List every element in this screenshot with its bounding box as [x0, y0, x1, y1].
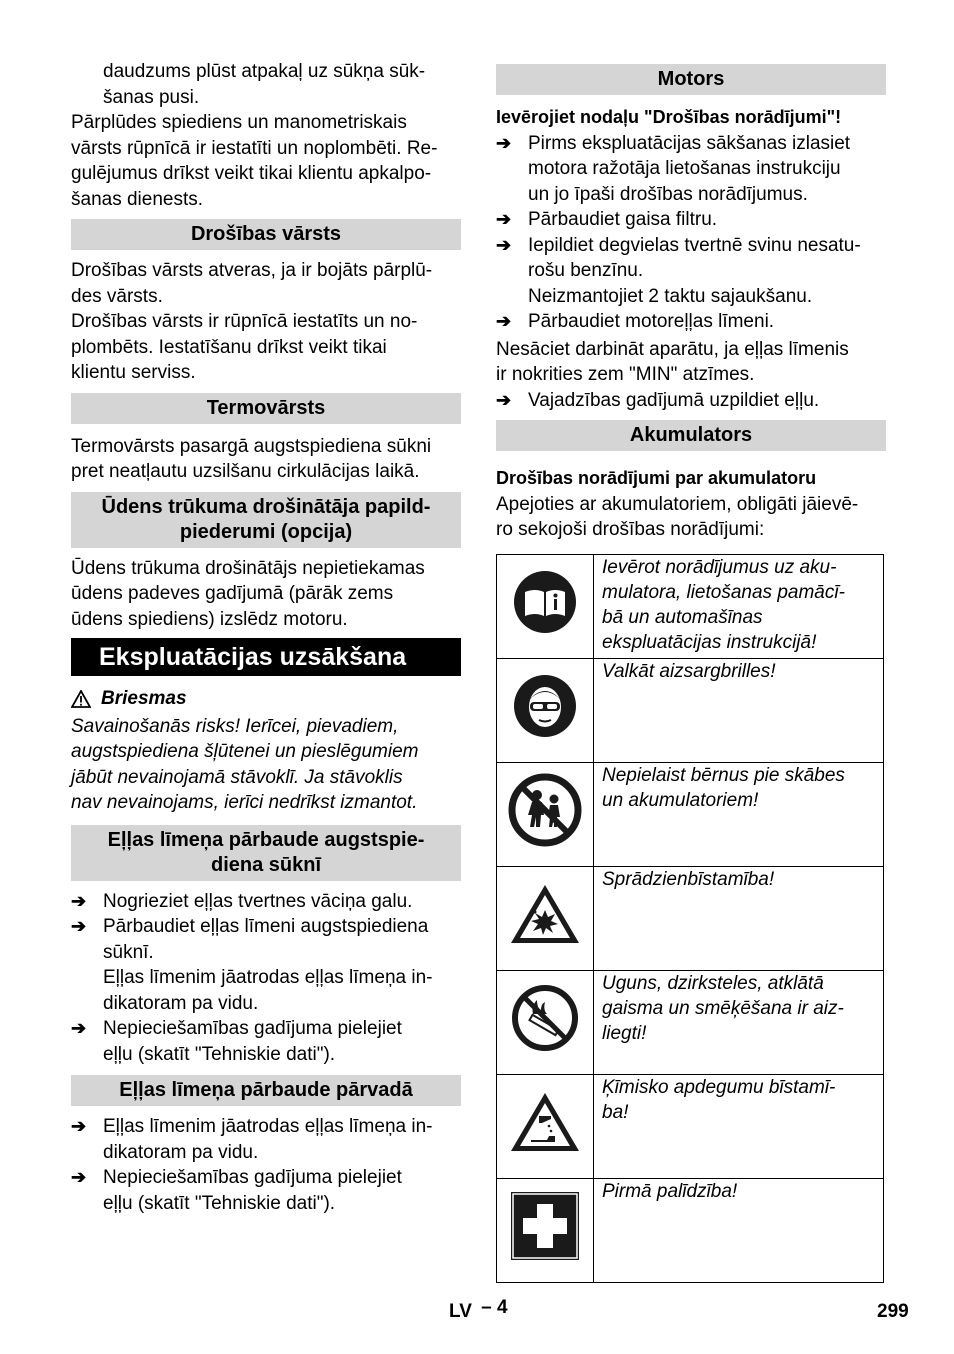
- text-line: Nesāciet darbināt aparātu, ja eļļas līmenis: [496, 338, 849, 360]
- list-item: [496, 233, 886, 284]
- text-line: nav nevainojams, ierīci nedrīkst izmantot.: [71, 792, 418, 813]
- symbol-cell: [497, 762, 594, 866]
- text-line: Pārbaudiet eļļas līmeni augstspiediena: [103, 916, 429, 937]
- text-line: ūdens spiediens) izslēdz motoru.: [71, 608, 348, 630]
- text-line: augstspiediena šļūtenei un pieslēgumiem: [71, 741, 419, 762]
- page-number: 299: [877, 1301, 909, 1322]
- table-row: [497, 866, 884, 970]
- text-line: Vajadzības gadījumā uzpildiet eļļu.: [528, 389, 820, 411]
- text-line: dikatoram pa vidu.: [103, 1141, 259, 1163]
- text-line: Savainošanās risks! Ierīcei, pievadiem,: [71, 715, 399, 737]
- symbol-text: [594, 1178, 884, 1282]
- list-item: [496, 388, 886, 414]
- list-item-text: [103, 1165, 402, 1216]
- list-item-text: [528, 131, 850, 208]
- two-stroke-note: Neizmantojiet 2 taktu sajaukšanu.: [528, 285, 813, 307]
- symbol-text: [594, 762, 884, 866]
- text-line: daudzums plūst atpakaļ uz sūkņa sūk-: [103, 61, 426, 82]
- text-line: Pārbaudiet gaisa filtru.: [528, 209, 718, 230]
- text-line: Nepielaist bērnus pie skābes: [602, 764, 845, 786]
- symbol-text: [594, 1074, 884, 1178]
- section-title-oil-gearbox: Eļļas līmeņa pārbaude pārvadā: [71, 1075, 461, 1106]
- footer-section: – 4: [481, 1297, 508, 1318]
- oil-level-note: [71, 965, 461, 1016]
- text-line: sūknī.: [103, 941, 154, 963]
- text-line: Eļļas līmenim jāatrodas eļļas līmeņa in-: [103, 1116, 433, 1137]
- arrow-icon: ➔: [71, 1018, 87, 1038]
- danger-heading: [71, 686, 461, 712]
- danger-label: Briesmas: [101, 688, 187, 709]
- symbol-cell: [497, 554, 594, 658]
- text-line: Apejoties ar akumulatoriem, obligāti jāievē-: [496, 493, 859, 515]
- no-children-icon: [508, 773, 582, 847]
- safety-valve-text: [71, 258, 461, 386]
- section-title-oil-pump: [71, 825, 461, 881]
- text-line: Pārplūdes spiediens un manometriskais: [71, 112, 407, 133]
- battery-intro: [496, 492, 886, 543]
- list-item-text: [103, 889, 412, 915]
- list-item-text: [103, 1114, 432, 1165]
- table-row: [497, 1074, 884, 1178]
- list-item-text: [528, 309, 774, 335]
- text-line: vārsts rūpnīcā ir iestatīti un noplombēti. Re-: [71, 137, 438, 159]
- list-item: [71, 1165, 461, 1216]
- text-line: des vārsts.: [71, 285, 163, 307]
- explosion-hazard-icon: [509, 882, 581, 946]
- text-line: Ūdens trūkuma drošinātāja papild-: [101, 495, 431, 518]
- text-line: piederumi (opcija): [179, 520, 353, 543]
- first-aid-icon: [511, 1192, 579, 1260]
- text-line: un akumulatoriem!: [602, 789, 759, 811]
- intro-continuation: [71, 59, 461, 110]
- left-column: [71, 59, 461, 1216]
- table-row: [497, 762, 884, 866]
- text-line: Pārbaudiet motoreļļas līmeni.: [528, 311, 775, 332]
- list-item-text: [528, 388, 819, 414]
- main-section-title: Ekspluatācijas uzsākšana: [71, 638, 461, 676]
- table-row: [497, 658, 884, 762]
- text-line: ekspluatācijas instrukcijā!: [602, 631, 817, 653]
- arrow-icon: ➔: [71, 916, 87, 936]
- right-column: [496, 64, 886, 1283]
- arrow-icon: ➔: [496, 311, 512, 331]
- text-line: Ievērot norādījumus uz aku-: [602, 556, 837, 578]
- text-line: Iepildiet degvielas tvertnē svinu nesatu-: [528, 234, 861, 256]
- list-item-text: [528, 207, 717, 233]
- section-title-thermo-valve: Termovārsts: [71, 393, 461, 424]
- text-line: Pirms ekspluatācijas sākšanas izlasiet: [528, 132, 851, 154]
- text-line: rošu benzīnu.: [528, 260, 644, 281]
- symbol-text: [594, 658, 884, 762]
- list-item-text: [528, 233, 861, 284]
- section-title-motors: Motors: [496, 64, 886, 95]
- safety-symbols-table: [496, 554, 884, 1283]
- text-line: mulatora, lietošanas pamācī-: [602, 581, 845, 603]
- text-line: ir nokrities zem "MIN" atzīmes.: [496, 364, 755, 385]
- text-line: Nogrieziet eļļas tvertnes vāciņa galu.: [103, 890, 413, 912]
- text-line: ūdens padeves gadījumā (pārāk zems: [71, 583, 394, 604]
- symbol-text: [594, 554, 884, 658]
- symbol-cell: [497, 1178, 594, 1282]
- text-line: šanas pusi.: [103, 86, 200, 108]
- symbol-cell: [497, 1074, 594, 1178]
- footer-language: [449, 1299, 508, 1325]
- list-item-text: [103, 1016, 402, 1067]
- list-item: [71, 1016, 461, 1067]
- footer-lang: LV: [449, 1301, 472, 1322]
- danger-text: [71, 714, 461, 816]
- no-fire-smoking-icon: [511, 984, 579, 1052]
- warning-triangle-icon: [71, 690, 91, 708]
- text-line: Nepieciešamības gadījuma pielejiet: [103, 1018, 402, 1039]
- text-line: jābūt nevainojamā stāvoklī. Ja stāvoklis: [71, 766, 403, 788]
- oil-min-paragraph: [496, 337, 886, 388]
- section-title-battery: Akumulators: [496, 420, 886, 451]
- table-row: [497, 1178, 884, 1282]
- list-item-text: [103, 914, 428, 965]
- arrow-icon: ➔: [71, 1167, 87, 1187]
- symbol-cell: [497, 970, 594, 1074]
- text-line: gaisma un smēķēšana ir aiz-: [602, 997, 844, 1019]
- symbol-text: [594, 970, 884, 1074]
- arrow-icon: ➔: [496, 389, 512, 410]
- text-line: Nepieciešamības gadījuma pielejiet: [103, 1167, 402, 1188]
- text-line: Eļļas līmeņa pārbaude augstspie-: [107, 828, 425, 851]
- list-item: [496, 309, 886, 335]
- text-line: gulējumus drīkst veikt tikai klientu apkalpo-: [71, 163, 432, 184]
- text-line: Drošības vārsts ir rūpnīcā iestatīts un no-: [71, 311, 418, 332]
- symbol-cell: [497, 658, 594, 762]
- list-item: [71, 1114, 461, 1165]
- text-line: plombēts. Iestatīšanu drīkst veikt tikai: [71, 336, 387, 358]
- text-line: ba!: [602, 1101, 629, 1123]
- arrow-icon: ➔: [71, 1116, 87, 1136]
- intro-paragraph: [71, 110, 461, 212]
- text-line: liegti!: [602, 1022, 647, 1044]
- text-line: ro sekojoši drošības norādījumi:: [496, 519, 765, 540]
- text-line: Drošības vārsts atveras, ja ir bojāts pārplū-: [71, 260, 433, 281]
- text-line: Valkāt aizsargbrilles!: [602, 660, 776, 682]
- list-item: [496, 207, 886, 233]
- section-title-water-shortage: [71, 492, 461, 548]
- text-line: eļļu (skatīt "Tehniskie dati").: [103, 1043, 336, 1065]
- motors-note: Ievērojiet nodaļu "Drošības norādījumi"!: [496, 107, 842, 127]
- text-line: šanas dienests.: [71, 188, 204, 210]
- text-line: Pirmā palīdzība!: [602, 1180, 738, 1202]
- text-line: Ķīmisko apdegumu bīstamī-: [602, 1076, 836, 1098]
- symbol-text: [594, 866, 884, 970]
- water-shortage-text: [71, 556, 461, 633]
- table-row: [497, 970, 884, 1074]
- arrow-icon: ➔: [496, 209, 512, 229]
- text-line: Sprādzienbīstamība!: [602, 868, 775, 890]
- safety-goggles-icon: [513, 674, 577, 738]
- text-line: Uguns, dzirksteles, atklātā: [602, 972, 824, 994]
- text-line: bā un automašīnas: [602, 606, 763, 628]
- symbol-cell: [497, 866, 594, 970]
- arrow-icon: ➔: [496, 132, 512, 153]
- arrow-icon: ➔: [71, 890, 87, 911]
- section-title-safety-valve: Drošības vārsts: [71, 219, 461, 250]
- text-line: pret neatļautu uzsilšanu cirkulācijas laikā.: [71, 461, 420, 482]
- manual-info-icon: [513, 570, 577, 634]
- text-line: Eļļas līmenim jāatrodas eļļas līmeņa in-: [103, 967, 433, 988]
- thermo-valve-text: [71, 434, 461, 485]
- text-line: un jo īpaši drošības norādījumus.: [528, 183, 808, 205]
- list-item: [496, 131, 886, 208]
- text-line: eļļu (skatīt "Tehniskie dati").: [103, 1192, 336, 1214]
- text-line: Ūdens trūkuma drošinātājs nepietiekamas: [71, 557, 425, 579]
- arrow-icon: ➔: [496, 234, 512, 255]
- text-line: Termovārsts pasargā augstspiediena sūkni: [71, 435, 432, 457]
- text-line: dikatoram pa vidu.: [103, 992, 259, 1014]
- battery-subtitle: Drošības norādījumi par akumulatoru: [496, 468, 817, 488]
- text-line: diena sūknī: [210, 853, 322, 876]
- list-item: [71, 889, 461, 915]
- list-item: [71, 914, 461, 965]
- text-line: klientu serviss.: [71, 362, 196, 383]
- table-row: [497, 554, 884, 658]
- text-line: motora ražotāja lietošanas instrukciju: [528, 158, 841, 179]
- chemical-burn-icon: [509, 1090, 581, 1154]
